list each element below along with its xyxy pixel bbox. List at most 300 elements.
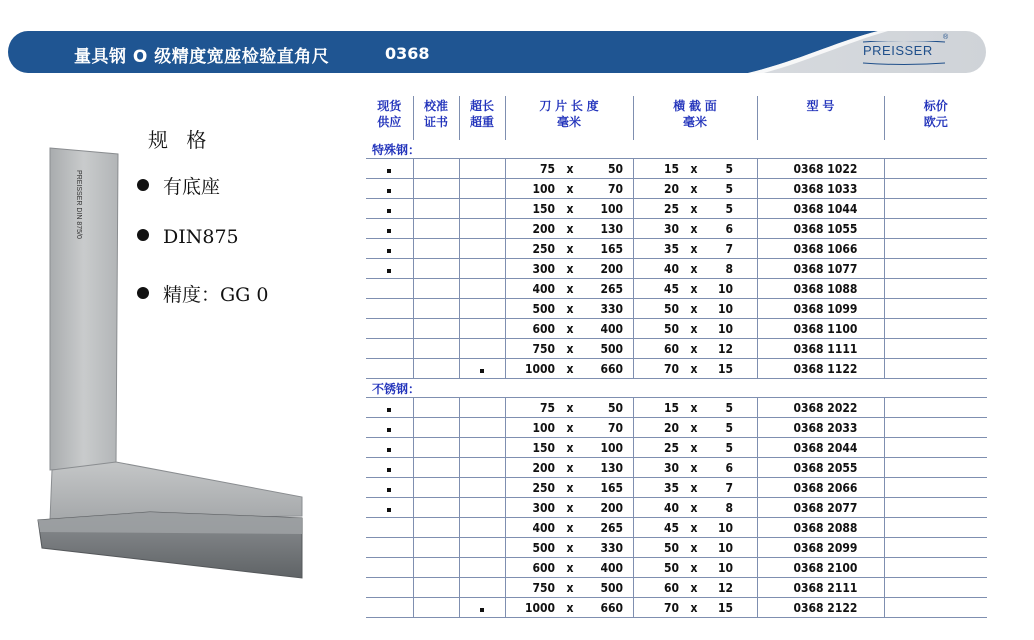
blade-length-b: 400 (600, 321, 623, 336)
blade-length-a: 600 (532, 560, 555, 575)
x-separator: x (690, 600, 698, 615)
cell-cross-section (633, 339, 757, 359)
cell-blade-length (505, 478, 633, 498)
table-row (366, 279, 987, 299)
cell-price (884, 558, 987, 578)
cell-model: 0368 1099 (757, 299, 884, 319)
x-separator: x (690, 540, 698, 555)
cell-cert (413, 359, 459, 379)
table-header-row (366, 96, 987, 140)
cell-model: 0368 1044 (757, 199, 884, 219)
blade-length-a: 150 (532, 440, 555, 455)
oversize-mark-icon (480, 608, 484, 612)
x-separator: x (566, 301, 574, 316)
col-header-stock: 现货 供应 (366, 96, 413, 140)
table-row (366, 498, 987, 518)
cell-blade-length (505, 398, 633, 418)
cell-model: 0368 1066 (757, 239, 884, 259)
section-header-row (366, 379, 987, 398)
cell-stock (366, 478, 413, 498)
x-separator: x (690, 440, 698, 455)
cell-cert (413, 239, 459, 259)
cell-stock (366, 199, 413, 219)
blade-length-a: 100 (532, 181, 555, 196)
blade-length-a: 1000 (524, 361, 555, 376)
cell-blade-length (505, 598, 633, 618)
cell-stock (366, 359, 413, 379)
blade-length-b: 330 (600, 540, 623, 555)
x-separator: x (566, 201, 574, 216)
product-engraving: PREISSER DIN 875/0 (75, 170, 82, 239)
section-b: 5 (725, 440, 733, 455)
cell-cert (413, 199, 459, 219)
stock-mark-icon (387, 508, 391, 512)
cell-stock (366, 219, 413, 239)
blade-length-b: 130 (600, 221, 623, 236)
stock-mark-icon (387, 209, 391, 213)
cell-cross-section (633, 299, 757, 319)
stock-mark-icon (387, 169, 391, 173)
cell-oversize (459, 478, 505, 498)
cell-cert (413, 339, 459, 359)
cell-cert (413, 319, 459, 339)
cell-model: 0368 2099 (757, 538, 884, 558)
blade-length-b: 265 (600, 520, 623, 535)
col-header-model: 型 号 (757, 96, 884, 140)
bullet-icon (137, 179, 149, 191)
section-b: 6 (725, 221, 733, 236)
cell-cert (413, 578, 459, 598)
x-separator: x (566, 261, 574, 276)
x-separator: x (566, 540, 574, 555)
stock-mark-icon (387, 428, 391, 432)
oversize-mark-icon (480, 369, 484, 373)
section-b: 10 (717, 321, 733, 336)
table-row (366, 418, 987, 438)
blade-length-a: 200 (532, 460, 555, 475)
blade-length-a: 1000 (524, 600, 555, 615)
cell-cross-section (633, 538, 757, 558)
blade-length-b: 660 (600, 600, 623, 615)
cell-cert (413, 438, 459, 458)
cell-model: 0368 2022 (757, 398, 884, 418)
blade-length-b: 50 (607, 161, 623, 176)
cell-oversize (459, 458, 505, 478)
cell-stock (366, 159, 413, 179)
section-a: 45 (663, 520, 679, 535)
product-image (30, 140, 320, 594)
section-b: 10 (717, 520, 733, 535)
cell-blade-length (505, 518, 633, 538)
cell-cross-section (633, 498, 757, 518)
cell-model: 0368 2044 (757, 438, 884, 458)
blade-length-b: 100 (600, 440, 623, 455)
x-separator: x (690, 321, 698, 336)
section-a: 35 (663, 480, 679, 495)
section-label: 不锈钢： (366, 379, 987, 398)
cell-model: 0368 1033 (757, 179, 884, 199)
x-separator: x (566, 560, 574, 575)
blade-length-a: 300 (532, 261, 555, 276)
col-header-blade-length: 刀 片 长 度 毫米 (505, 96, 633, 140)
spec-item-accuracy (137, 280, 268, 307)
spec-item-base (137, 172, 220, 199)
x-separator: x (566, 241, 574, 256)
product-table (366, 96, 987, 618)
blade-length-b: 500 (600, 580, 623, 595)
section-b: 5 (725, 420, 733, 435)
blade-length-a: 500 (532, 540, 555, 555)
cell-price (884, 498, 987, 518)
x-separator: x (690, 301, 698, 316)
section-a: 40 (663, 261, 679, 276)
cell-model: 0368 1055 (757, 219, 884, 239)
blade-length-b: 400 (600, 560, 623, 575)
cell-stock (366, 398, 413, 418)
section-b: 10 (717, 540, 733, 555)
table-row (366, 159, 987, 179)
section-b: 10 (717, 301, 733, 316)
blade-length-a: 250 (532, 480, 555, 495)
section-b: 7 (725, 480, 733, 495)
section-a: 40 (663, 500, 679, 515)
section-a: 20 (663, 420, 679, 435)
cell-cross-section (633, 319, 757, 339)
cell-cert (413, 179, 459, 199)
cell-blade-length (505, 219, 633, 239)
x-separator: x (690, 221, 698, 236)
table-row (366, 239, 987, 259)
cell-stock (366, 239, 413, 259)
table-row (366, 179, 987, 199)
x-separator: x (690, 460, 698, 475)
cell-cross-section (633, 279, 757, 299)
blade-length-b: 50 (607, 400, 623, 415)
steel-square-icon (30, 140, 320, 590)
x-separator: x (566, 341, 574, 356)
section-a: 45 (663, 281, 679, 296)
cell-blade-length (505, 498, 633, 518)
cell-model: 0368 1077 (757, 259, 884, 279)
x-separator: x (690, 161, 698, 176)
blade-length-b: 265 (600, 281, 623, 296)
cell-cross-section (633, 199, 757, 219)
cell-blade-length (505, 538, 633, 558)
section-b: 5 (725, 201, 733, 216)
x-separator: x (566, 500, 574, 515)
section-a: 35 (663, 241, 679, 256)
cell-blade-length (505, 299, 633, 319)
table-row (366, 398, 987, 418)
stock-mark-icon (387, 448, 391, 452)
cell-cross-section (633, 159, 757, 179)
cell-blade-length (505, 458, 633, 478)
section-b: 15 (717, 600, 733, 615)
cell-oversize (459, 259, 505, 279)
cell-stock (366, 299, 413, 319)
cell-cross-section (633, 598, 757, 618)
table-row (366, 299, 987, 319)
cell-stock (366, 578, 413, 598)
cell-price (884, 159, 987, 179)
x-separator: x (690, 361, 698, 376)
col-header-cross-section: 横 截 面 毫米 (633, 96, 757, 140)
cell-blade-length (505, 558, 633, 578)
cell-oversize (459, 159, 505, 179)
section-b: 12 (717, 341, 733, 356)
section-b: 10 (717, 560, 733, 575)
cell-model: 0368 1122 (757, 359, 884, 379)
cell-model: 0368 2055 (757, 458, 884, 478)
col-header-price: 标价 欧元 (923, 99, 948, 129)
cell-price (884, 219, 987, 239)
cell-oversize (459, 418, 505, 438)
cell-cert (413, 259, 459, 279)
cell-stock (366, 458, 413, 478)
blade-length-b: 100 (600, 201, 623, 216)
section-a: 25 (663, 440, 679, 455)
cell-oversize (459, 359, 505, 379)
section-b: 10 (717, 281, 733, 296)
cell-price (884, 339, 987, 359)
cell-cert (413, 498, 459, 518)
cell-price (884, 319, 987, 339)
spec-item-standard (137, 226, 239, 248)
cell-oversize (459, 578, 505, 598)
x-separator: x (690, 341, 698, 356)
table-row (366, 458, 987, 478)
cell-oversize (459, 219, 505, 239)
x-separator: x (566, 600, 574, 615)
x-separator: x (690, 420, 698, 435)
cell-price (884, 518, 987, 538)
blade-length-b: 165 (600, 241, 623, 256)
table-row (366, 199, 987, 219)
cell-model: 0368 2122 (757, 598, 884, 618)
cell-price (884, 398, 987, 418)
x-separator: x (566, 440, 574, 455)
cell-cross-section (633, 259, 757, 279)
table-row (366, 339, 987, 359)
x-separator: x (566, 520, 574, 535)
cell-model: 0368 1022 (757, 159, 884, 179)
spec-title: 规 格 (148, 128, 213, 152)
blade-length-b: 130 (600, 460, 623, 475)
cell-blade-length (505, 438, 633, 458)
cell-oversize (459, 598, 505, 618)
blade-length-b: 200 (600, 261, 623, 276)
cell-cert (413, 279, 459, 299)
cell-cert (413, 538, 459, 558)
cell-model: 0368 2077 (757, 498, 884, 518)
cell-blade-length (505, 199, 633, 219)
x-separator: x (566, 420, 574, 435)
table-row (366, 518, 987, 538)
blade-length-a: 400 (532, 281, 555, 296)
x-separator: x (566, 221, 574, 236)
blade-length-b: 330 (600, 301, 623, 316)
x-separator: x (690, 241, 698, 256)
cell-model: 0368 1088 (757, 279, 884, 299)
cell-stock (366, 179, 413, 199)
cell-price (884, 279, 987, 299)
cell-oversize (459, 398, 505, 418)
cell-blade-length (505, 179, 633, 199)
cell-blade-length (505, 578, 633, 598)
cell-cross-section (633, 518, 757, 538)
cell-oversize (459, 498, 505, 518)
cell-model: 0368 1100 (757, 319, 884, 339)
stock-mark-icon (387, 249, 391, 253)
section-a: 70 (663, 361, 679, 376)
section-a: 25 (663, 201, 679, 216)
spec-item-label: 精度：GG 0 (163, 284, 269, 306)
cell-price (884, 418, 987, 438)
blade-length-a: 75 (539, 400, 555, 415)
x-separator: x (566, 361, 574, 376)
section-a: 60 (663, 341, 679, 356)
cell-blade-length (505, 239, 633, 259)
cell-cross-section (633, 458, 757, 478)
cell-price (884, 478, 987, 498)
cell-blade-length (505, 418, 633, 438)
cell-cert (413, 159, 459, 179)
blade-length-a: 400 (532, 520, 555, 535)
cell-cert (413, 398, 459, 418)
section-b: 5 (725, 400, 733, 415)
x-separator: x (566, 181, 574, 196)
cell-stock (366, 319, 413, 339)
cell-cert (413, 518, 459, 538)
x-separator: x (566, 161, 574, 176)
cell-stock (366, 418, 413, 438)
cell-cert (413, 478, 459, 498)
section-b: 7 (725, 241, 733, 256)
stock-mark-icon (387, 189, 391, 193)
cell-oversize (459, 319, 505, 339)
cell-oversize (459, 518, 505, 538)
cell-price (884, 438, 987, 458)
stock-mark-icon (387, 269, 391, 273)
cell-cross-section (633, 558, 757, 578)
cell-cross-section (633, 438, 757, 458)
section-a: 50 (663, 301, 679, 316)
stock-mark-icon (387, 408, 391, 412)
spec-item-label: 有底座 (163, 176, 221, 198)
cell-price (884, 299, 987, 319)
cell-model: 0368 2033 (757, 418, 884, 438)
cell-cross-section (633, 359, 757, 379)
cell-blade-length (505, 259, 633, 279)
bullet-icon (137, 287, 149, 299)
table-row (366, 578, 987, 598)
cell-cross-section (633, 239, 757, 259)
table-row (366, 478, 987, 498)
section-a: 70 (663, 600, 679, 615)
cell-cert (413, 558, 459, 578)
cell-oversize (459, 538, 505, 558)
bullet-icon (137, 229, 149, 241)
x-separator: x (690, 400, 698, 415)
cell-price (884, 578, 987, 598)
x-separator: x (566, 281, 574, 296)
brand-swoosh-icon (859, 41, 949, 67)
section-b: 6 (725, 460, 733, 475)
section-b: 15 (717, 361, 733, 376)
cell-cross-section (633, 398, 757, 418)
cell-price (884, 458, 987, 478)
cell-price (884, 598, 987, 618)
stock-mark-icon (387, 488, 391, 492)
cell-oversize (459, 279, 505, 299)
blade-length-a: 600 (532, 321, 555, 336)
blade-length-a: 750 (532, 341, 555, 356)
table-row (366, 438, 987, 458)
section-a: 30 (663, 460, 679, 475)
blade-length-a: 200 (532, 221, 555, 236)
section-b: 5 (725, 161, 733, 176)
x-separator: x (690, 560, 698, 575)
blade-length-b: 500 (600, 341, 623, 356)
cell-stock (366, 498, 413, 518)
cell-price (884, 199, 987, 219)
blade-length-a: 100 (532, 420, 555, 435)
stock-mark-icon (387, 468, 391, 472)
table-row (366, 558, 987, 578)
stock-mark-icon (387, 229, 391, 233)
table-row (366, 538, 987, 558)
x-separator: x (690, 520, 698, 535)
cell-oversize (459, 299, 505, 319)
cell-model: 0368 2100 (757, 558, 884, 578)
cell-cross-section (633, 179, 757, 199)
blade-length-a: 500 (532, 301, 555, 316)
cell-price (884, 538, 987, 558)
x-separator: x (690, 580, 698, 595)
cell-model: 0368 2088 (757, 518, 884, 538)
cell-cross-section (633, 478, 757, 498)
cell-cert (413, 598, 459, 618)
x-separator: x (690, 281, 698, 296)
table-row (366, 319, 987, 339)
cell-price (884, 259, 987, 279)
blade-length-a: 150 (532, 201, 555, 216)
table-row (366, 259, 987, 279)
cell-cert (413, 458, 459, 478)
cell-blade-length (505, 159, 633, 179)
section-a: 15 (663, 400, 679, 415)
blade-length-a: 750 (532, 580, 555, 595)
cell-price (884, 359, 987, 379)
cell-cross-section (633, 578, 757, 598)
header-banner (8, 31, 986, 73)
x-separator: x (566, 460, 574, 475)
section-label: 特殊钢： (366, 140, 987, 159)
cell-cross-section (633, 219, 757, 239)
registered-mark: ® (943, 34, 949, 41)
cell-model: 0368 2111 (757, 578, 884, 598)
cell-oversize (459, 239, 505, 259)
cell-blade-length (505, 319, 633, 339)
cell-blade-length (505, 339, 633, 359)
section-header-row (366, 140, 987, 159)
brand-logo: PREISSER (863, 43, 933, 58)
blade-length-a: 250 (532, 241, 555, 256)
cell-oversize (459, 199, 505, 219)
blade-length-b: 165 (600, 480, 623, 495)
x-separator: x (690, 480, 698, 495)
cell-stock (366, 339, 413, 359)
